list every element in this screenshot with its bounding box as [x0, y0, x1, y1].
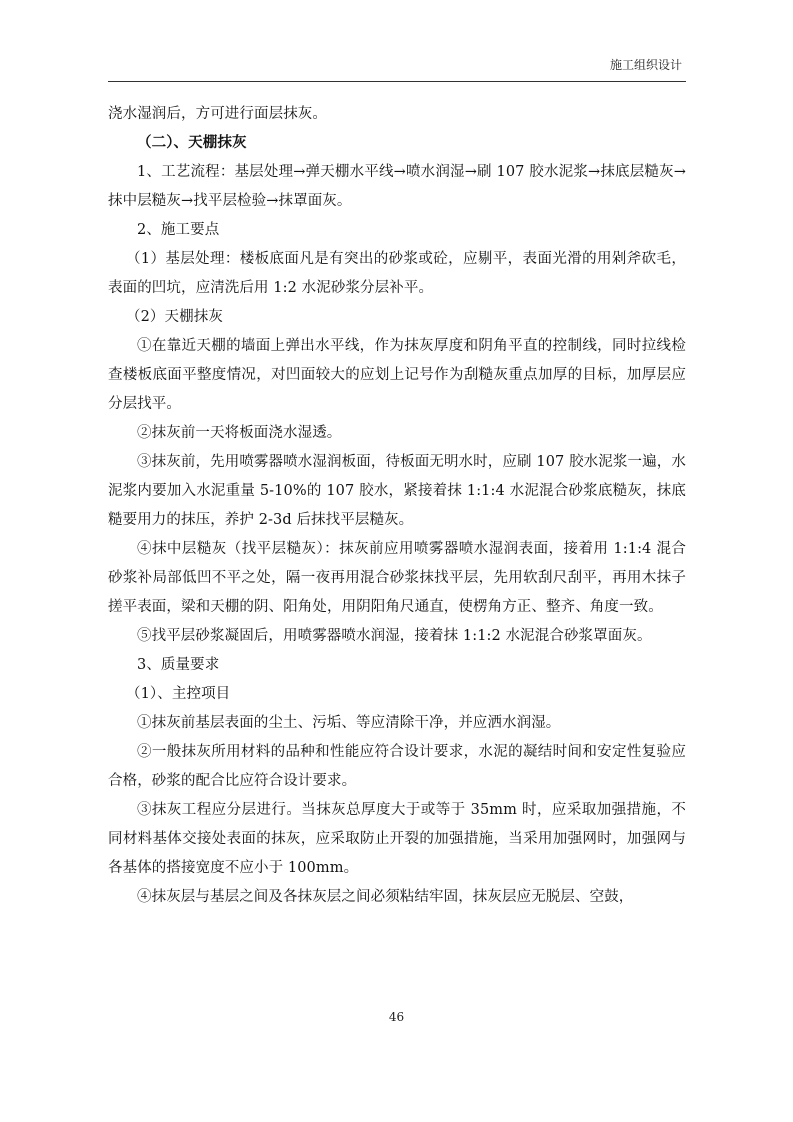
- subsection-heading: （1）、主控项目: [126, 686, 231, 702]
- section-heading: （二）、天棚抹灰: [137, 135, 247, 151]
- paragraph: ④抹灰层与基层之间及各抹灰层之间必须粘结牢固，抹灰层应无脱层、空鼓，: [137, 889, 634, 905]
- subsection-heading: 2、施工要点: [137, 222, 220, 238]
- paragraph: ①抹灰前基层表面的尘土、污垢、等应清除干净，并应洒水润湿。: [137, 715, 561, 731]
- paragraph: ④抹中层糙灰（找平层糙灰）：抹灰前应用喷雾器喷水湿润表面，接着用 1:1:4 混合砂浆补局部低凹不平之处，隔一夜再用混合砂浆抹找平层，先用软刮尺刮平，再用木抹子搓平表面，梁和天棚的阴、阳角处，用阴阳角尺通直，使楞角方正、整齐、角度一致。: [108, 541, 686, 615]
- subsection-heading: 3、质量要求: [137, 657, 220, 673]
- subsection-heading: （2）天棚抹灰: [126, 309, 223, 325]
- header-rule: [108, 81, 686, 82]
- header-title: 施工组织设计: [609, 58, 682, 72]
- paragraph: （1）基层处理：楼板底面凡是有突出的砂浆或砼，应剔平，表面光滑的用剁斧砍毛，表面的凹坑，应清洗后用 1:2 水泥砂浆分层补平。: [108, 251, 686, 296]
- paragraph: ①在靠近天棚的墙面上弹出水平线，作为抹灰厚度和阴角平直的控制线，同时拉线检查楼板底面平整度情况，对凹面较大的应划上记号作为刮糙灰重点加厚的目标，加厚层应分层找平。: [108, 338, 686, 412]
- paragraph: 1、工艺流程：基层处理→弹天棚水平线→喷水润湿→刷 107 胶水泥浆→抹底层糙灰→抹中层糙灰→找平层检验→抹罩面灰。: [108, 164, 686, 209]
- paragraph: 浇水湿润后，方可进行面层抹灰。: [108, 106, 327, 122]
- paragraph: ③抹灰工程应分层进行。当抹灰总厚度大于或等于 35mm 时，应采取加强措施，不同材料基体交接处表面的抹灰，应采取防止开裂的加强措施，当采用加强网时，加强网与各基体的搭接宽度不应小于 100mm。: [108, 802, 686, 876]
- page-header: [108, 56, 686, 82]
- page-number: 46: [388, 1010, 405, 1024]
- paragraph: ⑤找平层砂浆凝固后，用喷雾器喷水润湿，接着抹 1:1:2 水泥混合砂浆罩面灰。: [137, 628, 652, 644]
- paragraph: ②抹灰前一天将板面浇水湿透。: [137, 425, 342, 441]
- paragraph: ③抹灰前，先用喷雾器喷水湿润板面，待板面无明水时，应刷 107 胶水泥浆一遍，水泥浆内要加入水泥重量 5-10%的 107 胶水，紧接着抹 1:1:4 水泥混合砂浆底糙灰，抹底糙要用力的抹压，养护 2-3d 后抹找平层糙灰。: [108, 454, 686, 528]
- document-body: [108, 100, 686, 912]
- paragraph: ②一般抹灰所用材料的品种和性能应符合设计要求，水泥的凝结时间和安定性复验应合格，砂浆的配合比应符合设计要求。: [108, 744, 686, 789]
